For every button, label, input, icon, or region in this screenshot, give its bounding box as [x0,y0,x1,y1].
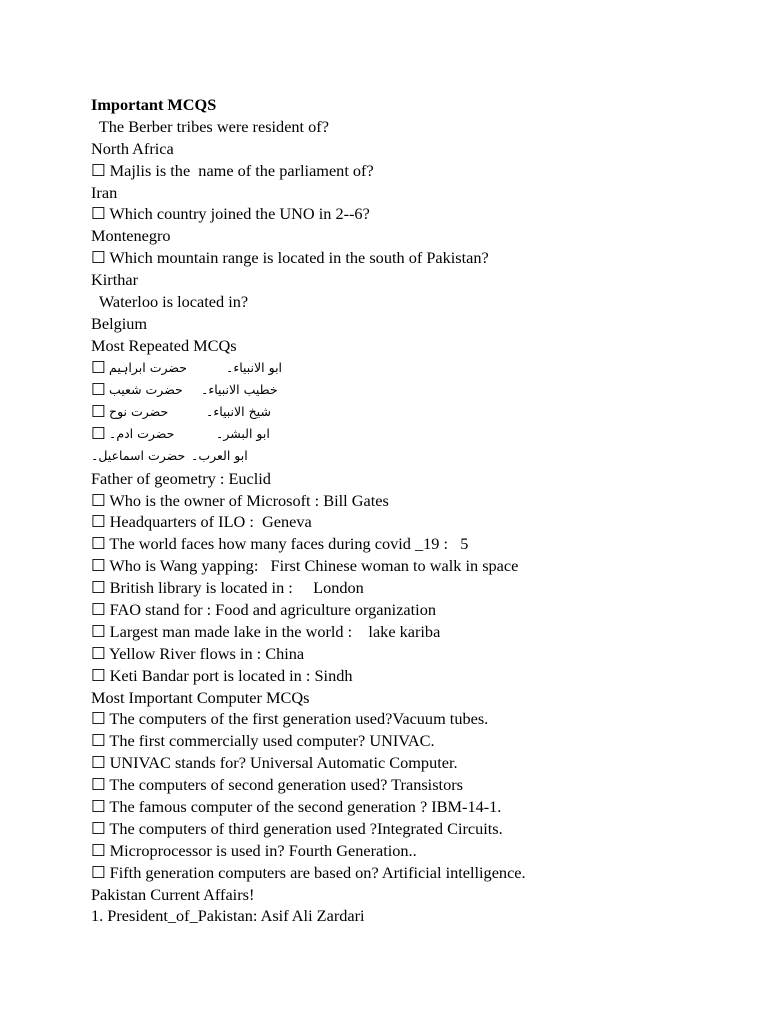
bullet-glyph: ☐ [91,357,106,377]
text-line: Father of geometry : Euclid [91,468,271,488]
text-line: ☐ The world faces how many faces during covid _19 : 5 [91,534,469,554]
text-line: ☐ UNIVAC stands for? Universal Automatic Computer. [91,753,458,773]
text-line: ☐ Which country joined the UNO in 2--6? [91,204,370,224]
bullet-glyph: ☐ [91,424,106,444]
text-line: North Africa [91,138,174,158]
text-line: ☐ The computers of second generation used? Transistors [91,775,463,795]
urdu-text-left: خطیب الانبیاء۔ [201,381,278,397]
urdu-text-left: ابو البشر۔ [216,426,270,442]
text-line: ☐ Who is the owner of Microsoft : Bill Gates [91,490,389,510]
section-heading: Most Repeated MCQs [91,335,237,355]
text-line: ☐ Microprocessor is used in? Fourth Generation.. [91,840,417,860]
text-line: ☐ The computers of third generation used ?Integrated Circuits. [91,818,503,838]
section-heading: Pakistan Current Affairs! [91,884,255,904]
urdu-row [91,379,751,401]
urdu-row [91,357,751,379]
text-line: Waterloo is located in? [91,292,249,312]
text-line: Belgium [91,313,148,333]
urdu-text-right: حضرت ادم۔ [109,426,175,442]
document-title: Important MCQS [91,95,217,114]
bullet-glyph: ☐ [91,379,106,399]
text-line: Kirthar [91,270,139,290]
document-body [91,94,751,927]
text-line: ☐ Who is Wang yapping: First Chinese woman to walk in space [91,556,519,576]
bullet-glyph: ☐ [91,402,106,422]
text-line: ☐ The computers of the first generation used?Vacuum tubes. [91,709,489,729]
text-line: The Berber tribes were resident of? [91,116,329,136]
urdu-text-right: حضرت ابراہیم [109,359,187,375]
section-heading: Most Important Computer MCQs [91,687,310,707]
text-line: ☐ FAO stand for : Food and agriculture organization [91,599,436,619]
text-line: ☐ Yellow River flows in : China [91,643,305,663]
urdu-text-right: حضرت اسماعیل۔ [91,448,186,464]
urdu-text-left: شیخ الانبیاء۔ [206,404,271,420]
text-line: ☐ Majlis is the name of the parliament of? [91,160,374,180]
text-line: ☐ The famous computer of the second generation ? IBM-14-1. [91,796,502,816]
urdu-row [91,423,751,445]
text-line: ☐ Largest man made lake in the world : lake kariba [91,621,441,641]
text-line: 1. President_of_Pakistan: Asif Ali Zardari [91,906,365,926]
urdu-text-right: حضرت شعیب [109,381,183,397]
text-line: ☐ British library is located in : London [91,578,364,598]
text-line: ☐ Which mountain range is located in the south of Pakistan? [91,248,489,268]
urdu-text-left: ابو الانبیاء۔ [226,359,283,375]
text-line: Montenegro [91,226,171,246]
text-line: ☐ Keti Bandar port is located in : Sindh [91,665,353,685]
text-line: ☐ The first commercially used computer? UNIVAC. [91,731,435,751]
urdu-row [91,445,751,467]
urdu-text-right: حضرت نوح [109,404,169,420]
text-line: Iran [91,182,118,202]
urdu-row [91,401,751,423]
text-line: ☐ Fifth generation computers are based on? Artificial intelligence. [91,862,526,882]
urdu-text-left: ابو العرب۔ [191,448,248,464]
text-line: ☐ Headquarters of ILO : Geneva [91,512,312,532]
